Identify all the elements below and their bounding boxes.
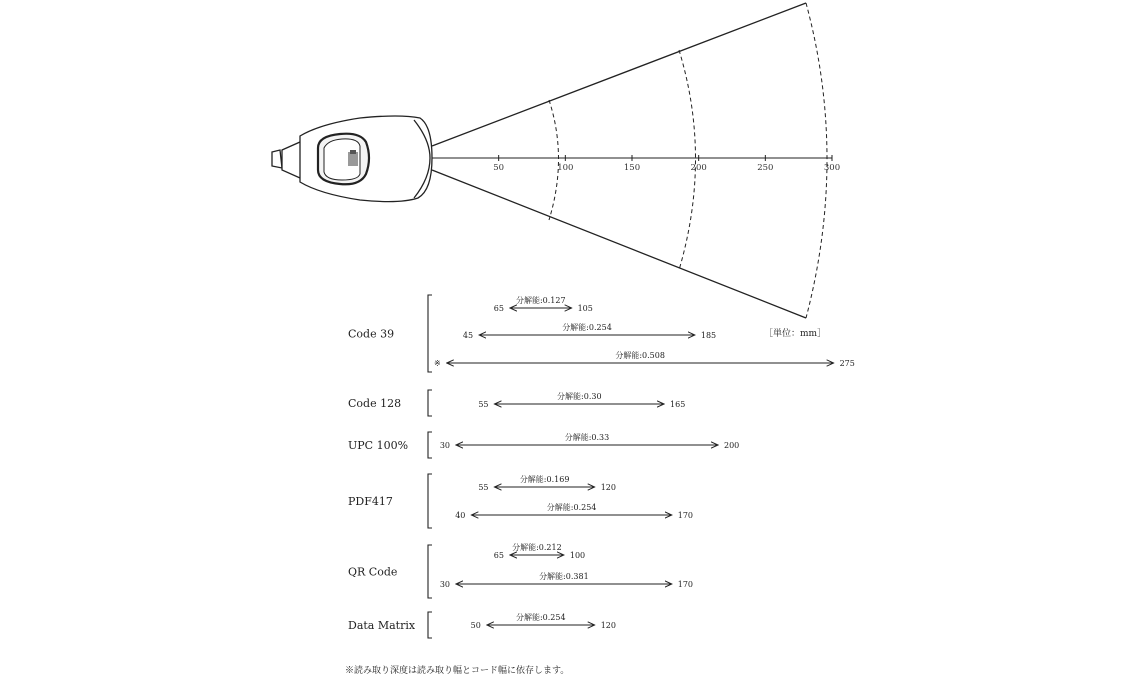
axis-tick-label: 100: [557, 163, 574, 173]
resolution-label: 分解能:0.381: [539, 572, 589, 581]
symbology-label: PDF417: [348, 495, 393, 508]
group-bracket: [428, 390, 432, 416]
resolution-label: 分解能:0.508: [615, 351, 665, 360]
resolution-label: 分解能:0.254: [562, 323, 612, 332]
range-max-label: 120: [600, 621, 616, 630]
range-min-label: ※: [434, 359, 441, 368]
range-min-label: 30: [439, 580, 450, 589]
range-min-label: 30: [439, 441, 450, 450]
symbology-label: Code 128: [348, 397, 402, 410]
symbology-row: [348, 612, 616, 638]
symbology-label: QR Code: [348, 565, 398, 579]
symbology-row: [348, 542, 693, 598]
axis-tick-label: 50: [493, 163, 505, 173]
range-max-label: 165: [670, 400, 686, 409]
resolution-label: 分解能:0.30: [557, 392, 602, 401]
resolution-label: 分解能:0.33: [564, 433, 610, 442]
resolution-label: 分解能:0.212: [512, 543, 562, 552]
range-max-label: 170: [677, 580, 694, 589]
group-bracket: [428, 545, 432, 598]
range-min-label: 65: [493, 551, 504, 560]
range-max-label: 120: [600, 483, 616, 492]
resolution-label: 分解能:0.127: [515, 296, 566, 305]
scanner-illustration: [272, 116, 432, 202]
resolution-label: 分解能:0.254: [546, 503, 597, 512]
group-bracket: [428, 474, 432, 528]
symbology-label: Data Matrix: [348, 619, 416, 632]
group-bracket: [428, 295, 432, 372]
footnote: ※読み取り深度は読み取り幅とコード幅に依存します。: [345, 666, 570, 676]
range-min-label: 40: [455, 511, 466, 520]
range-chart: [348, 295, 855, 638]
range-max-label: 170: [677, 511, 694, 520]
group-bracket: [428, 432, 432, 458]
symbology-row: [348, 432, 739, 458]
unit-label: ［単位：mm］: [764, 329, 827, 339]
range-max-label: 100: [569, 551, 586, 560]
axis-tick-label: 300: [823, 163, 841, 173]
range-min-label: 55: [478, 483, 489, 492]
range-min-label: 45: [462, 331, 474, 340]
range-min-label: 65: [493, 304, 504, 313]
symbology-row: [348, 474, 693, 528]
resolution-label: 分解能:0.169: [519, 475, 570, 484]
group-bracket: [428, 612, 432, 638]
range-max-label: 105: [577, 304, 593, 313]
range-max-label: 200: [724, 441, 740, 450]
axis-tick-label: 250: [757, 163, 774, 173]
range-max-label: 275: [839, 359, 855, 368]
symbology-row: [348, 390, 685, 416]
symbology-label: Code 39: [348, 327, 395, 341]
range-min-label: 55: [478, 400, 489, 409]
axis-tick-label: 150: [623, 163, 641, 173]
symbology-label: UPC 100%: [348, 439, 409, 452]
axis-tick-label: 200: [690, 163, 707, 173]
resolution-label: 分解能:0.254: [515, 613, 566, 622]
range-min-label: 50: [470, 621, 481, 630]
range-max-label: 185: [700, 331, 717, 340]
